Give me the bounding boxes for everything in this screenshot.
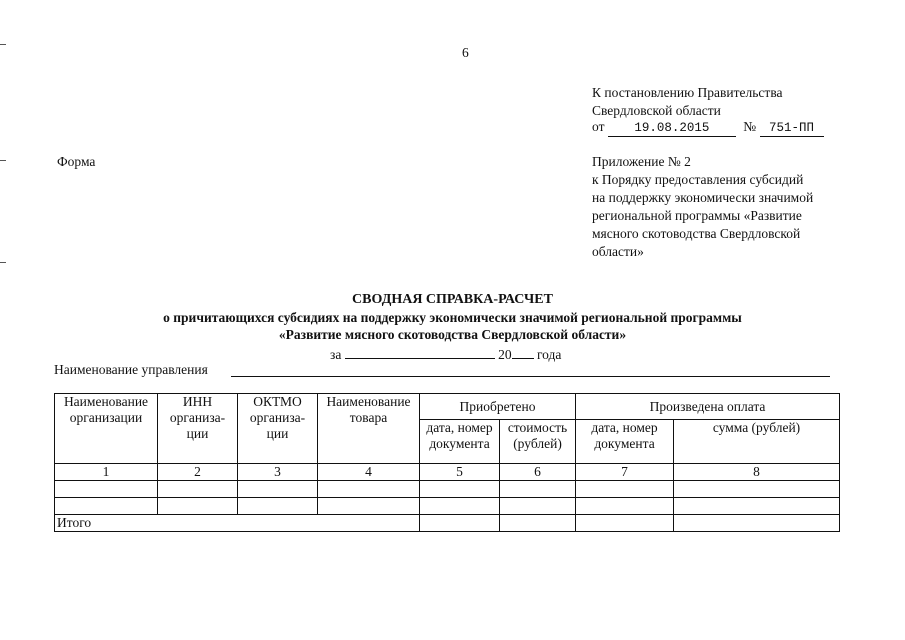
decree-number: 751-ПП xyxy=(760,121,824,137)
document-subtitle-line-1: о причитающихся субсидиях на поддержку экономически значимой региональной программы xyxy=(163,310,742,325)
calculation-table xyxy=(54,393,840,532)
header-goods: Наименование товара xyxy=(318,394,420,464)
appendix-line-1: Приложение № 2 xyxy=(592,154,691,169)
column-number: 1 xyxy=(55,464,158,481)
header-purchased: Приобретено xyxy=(420,394,576,420)
decree-date-line xyxy=(592,118,824,137)
column-number: 6 xyxy=(500,464,576,481)
period-blank xyxy=(345,343,495,359)
header-paid: Произведена оплата xyxy=(576,394,840,420)
header-doc-date-purchased: дата, номер документа xyxy=(420,420,500,464)
total-label: Итого xyxy=(55,515,420,532)
column-number-row xyxy=(55,464,840,481)
page-number: 6 xyxy=(462,45,469,60)
table-row xyxy=(55,481,840,498)
year-blank xyxy=(512,343,534,359)
column-number: 2 xyxy=(158,464,238,481)
header-oktmo: ОКТМО организа-ции xyxy=(238,394,318,464)
table-row xyxy=(55,498,840,515)
document-subtitle-line-2: «Развитие мясного скотоводства Свердловской области» xyxy=(278,327,627,342)
appendix-line-4: региональной программы «Развитие xyxy=(592,208,802,223)
form-label: Форма xyxy=(57,154,96,169)
decree-line-1: К постановлению Правительства xyxy=(592,85,783,100)
header-doc-date-paid: дата, номер документа xyxy=(576,420,674,464)
decree-number-label: № xyxy=(743,119,757,134)
header-org-name: Наименование организации xyxy=(55,394,158,464)
period-year-prefix: 20 xyxy=(498,347,512,362)
period-suffix: года xyxy=(536,347,562,362)
appendix-line-2: к Порядку предоставления субсидий xyxy=(592,172,804,187)
header-cost: стоимость (рублей) xyxy=(500,420,576,464)
column-number: 4 xyxy=(318,464,420,481)
column-number: 3 xyxy=(238,464,318,481)
department-blank xyxy=(231,376,830,377)
period-line xyxy=(330,343,561,364)
appendix-line-3: на поддержку экономически значимой xyxy=(592,190,814,205)
header-inn: ИНН организа-ции xyxy=(158,394,238,464)
column-number: 7 xyxy=(576,464,674,481)
decree-from-label: от xyxy=(592,119,605,134)
period-prefix: за xyxy=(330,347,342,362)
column-number: 8 xyxy=(674,464,840,481)
total-row xyxy=(55,515,840,532)
column-number: 5 xyxy=(420,464,500,481)
decree-date: 19.08.2015 xyxy=(608,121,736,137)
decree-line-2: Свердловской области xyxy=(592,103,721,118)
header-amount: сумма (рублей) xyxy=(674,420,840,464)
appendix-line-5: мясного скотоводства Свердловской xyxy=(592,226,801,241)
document-title: СВОДНАЯ СПРАВКА-РАСЧЕТ xyxy=(352,292,553,307)
department-label: Наименование управления xyxy=(54,362,208,377)
appendix-line-6: области» xyxy=(592,244,644,259)
